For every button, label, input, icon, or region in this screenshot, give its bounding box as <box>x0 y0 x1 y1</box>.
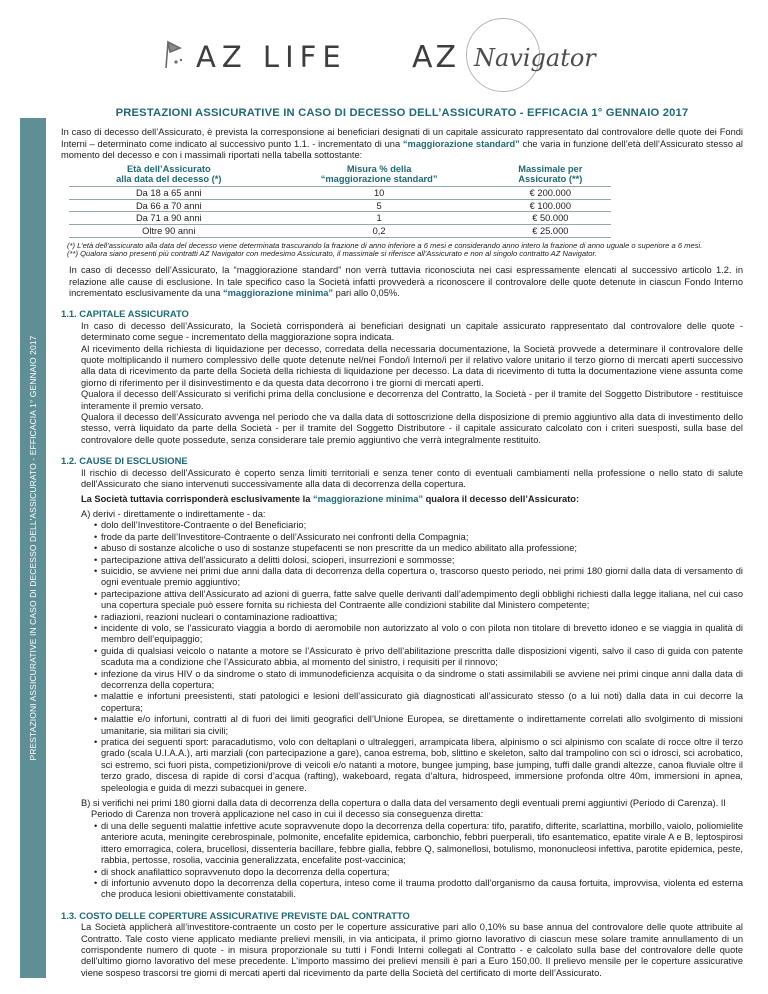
list-item: • partecipazione attiva dell’Assicurato ad azioni di guerra, fatte salve quelle derivanti dall’adempimento degli obblighi richiesti dalla legge italiana, nel cui caso una copertura speciale può essere fornita su richiesta del Contraente alle condizioni stabilite dal Ministero competente; <box>94 588 743 611</box>
list-item: • radiazioni, reazioni nucleari o contaminazione radioattiva; <box>94 611 338 622</box>
brand-az-navigator <box>412 18 596 94</box>
table-row <box>69 212 611 225</box>
table-cell: 10 <box>269 187 490 200</box>
table-cell: 0,2 <box>269 225 490 238</box>
table-row <box>69 187 611 200</box>
table-cell: Da 66 a 70 anni <box>69 199 269 212</box>
table-footnotes <box>67 242 743 260</box>
list-item: • infezione da virus HIV o da sindrome o stato di immunodeficienza acquisita o da sindrome o stati assimilabili se avviene nei primi cinque anni dalla data di decorrenza della copertura; <box>94 668 743 690</box>
list-item: • incidente di volo, se l’assicurato viaggia a bordo di aeromobile non autorizzato al volo o con pilota non titolare di brevetto idoneo e se viaggia in qualità di membro dell’equipaggio; <box>94 622 743 645</box>
list-item: • di infortunio avvenuto dopo la decorrenza della copertura, inteso come il trauma prodotto dall’organismo da causa fortuita, improvvisa, violenta ed esterna che produca lesioni obiettivamente constatabili. <box>94 877 743 900</box>
brand-az-navigator-az: AZ <box>412 40 460 75</box>
section-paragraph: Il rischio di decesso dell’Assicurato è coperto senza limiti territoriali e senza tener conto di eventuali cambiamenti nella professione o nello stato di salute dell’Assicurato che siano intervenuti successivamente alla data di decorrenza della copertura. <box>81 467 743 490</box>
table-cell: 5 <box>269 199 490 212</box>
exclusion-a-list <box>81 520 743 794</box>
table-cell: Oltre 90 anni <box>69 225 269 238</box>
section-paragraph: In caso di decesso dell’Assicurato, la Società corrisponderà ai beneficiari designati un capitale assicurato rappresentato dal controvalore delle quote - determinato come segue - incrementato della maggiorazione sopra indicata. <box>81 320 743 343</box>
table-cell: 1 <box>269 212 490 225</box>
list-item: • malattie e/o infortuni, contratti al di fuori dei limiti geografici dell’Unione Europea, se direttamente o indirettamente correlati allo svolgimento di missioni umanitarie, sia militari sia civili; <box>94 714 743 736</box>
table-row <box>69 199 611 212</box>
page-title: PRESTAZIONI ASSICURATIVE IN CASO DI DECESSO DELL’ASSICURATO - EFFICACIA 1° GENNAIO 2017 <box>115 107 689 119</box>
table-cell: Da 18 a 65 anni <box>69 187 269 200</box>
azlife-logo-icon <box>160 38 188 74</box>
table-header-misura: Misura % della “maggiorazione standard” <box>320 163 438 185</box>
list-item: • dolo dell’Investitore-Contraente o del Beneficiario; <box>94 520 307 531</box>
list-item: • partecipazione attiva dell’assicurato a delitti dolosi, scioperi, insurrezioni e sommosse; <box>94 554 455 565</box>
list-item: • di una delle seguenti malattie infettive acute sopravvenute dopo la decorrenza della copertura: tifo, paratifo, difterite, scarlattina, morbillo, vaiolo, poliomielite anteriore acuta, meningite cerebrospinale, polmonite, encefalite epidemica, carbonchio, febbri puerperali, tifo esantematico, epatite virale A e B, leptospirosi ittero emorragica, colera, brucellosi, dissenteria bacillare, febbre gialla, febbre Q, salmonellosi, botulismo, mononucleosi infettiva, parotite epidemica, peste, rabbia, pertosse, rosolia, vaccinia generalizzata, encefalite post-vaccinica; <box>94 820 743 866</box>
list-item: • frode da parte dell’Investitore-Contraente o dell’Assicurato nei confronti della Compagnia; <box>94 531 469 542</box>
section-paragraph: La Società applicherà all’investitore-contraente un costo per le coperture assicurative pari allo 0,10% su base annua del controvalore delle quote attribuite al Contratto. Tale costo viene applicato mediante prelievi mensili, in via anticipata, il primo giorno lavorativo di ciascun mese solare tramite annullamento di un corrispondente numero di quote - in misura proporzionale su tutti i Fondi Interni collegati al Contratto - e calcolato sulla base del controvalore delle quote dell’ultimo giorno lavorativo del mese precedente. L’importo massimo dei prelievi mensili è pari a Euro 150,00. Il prelievo mensile per le coperture assicurative viene sospeso trascorsi tre giorni di mercati aperti dal ricevimento da parte della Società del certificato di morte dell’Assicurato. <box>81 922 743 978</box>
table-row <box>69 225 611 238</box>
minimum-increase-paragraph: In caso di decesso dell’Assicurato, la “maggiorazione standard” non verrà tuttavia riconosciuta nei casi espressamente elencati al successivo articolo 1.2. in relazione alle cause di esclusione. In tale specifico caso la Società infatti provvederà a riconoscere il controvalore delle quote detenute in ciascun Fondo Interno incrementato esclusivamente da una “maggiorazione minima” pari allo 0,05%. <box>69 265 743 298</box>
table-cell: € 200.000 <box>490 187 611 200</box>
brand-az-navigator-script: Navigator <box>474 44 596 72</box>
footnote: (*) L’età dell’assicurato alla data del decesso viene determinata trascurando la frazione di anno inferiore a 6 mesi e considerando anno intero la frazione di anno uguale o superiore a 6 mesi. <box>67 240 703 250</box>
brand-az-life: AZ LIFE <box>196 40 347 74</box>
exclusion-a-label: A) derivi - direttamente o indirettamente - da: <box>81 508 266 519</box>
header <box>0 0 768 100</box>
section-paragraph: Qualora il decesso dell’Assicurato si verifichi prima della conclusione e decorrenza del Contratto, la Società - per il tramite del Soggetto Distributore - restituisce interamente il premio versato. <box>81 389 743 411</box>
table-cell: € 100.000 <box>490 199 611 212</box>
exclusion-b-label: B) si verifichi nei primi 180 giorni dalla data di decorrenza della copertura o dalla data del versamento degli eventuali premi aggiuntivi (Periodo di Carenza). Il Periodo di Carenza non troverà applicazione nel caso in cui il decesso sia conseguenza diretta: <box>81 798 726 820</box>
table-header-eta: Età dell’Assicurato alla data del decesso (*) <box>116 163 222 185</box>
section-paragraph: Al ricevimento della richiesta di liquidazione per decesso, corredata della necessaria documentazione, la Società provvede a determinare il controvalore delle quote moltiplicando il numero complessivo delle quote detenute nel/nei Fondo/i Interno/i per il relativo valore unitario il terzo giorno di mercati aperti successivo alla data di ricevimento da parte della Società della richiesta di liquidazione per decesso. La data di ricevimento di tutta la documentazione viene assunta come giorno di riferimento per il disinvestimento e da questa data decorrono i tre giorni di mercati aperti. <box>81 343 743 388</box>
table-header-massimale: Massimale per Assicurato (**) <box>518 163 583 185</box>
sidebar-vertical-title: PRESTAZIONI ASSICURATIVE IN CASO DI DECESSO DELL'ASSICURATO - EFFICACIA 1° GENNAIO 2017 <box>28 335 38 761</box>
exclusion-lead: La Società tuttavia corrisponderà esclusivamente la “maggiorazione minima” qualora il decesso dell’Assicurato: <box>81 493 580 504</box>
section-1-2-body <box>61 468 743 901</box>
section-heading-1-3: 1.3. COSTO DELLE COPERTURE ASSICURATIVE PREVISTE DAL CONTRATTO <box>61 909 410 921</box>
section-heading-1-1: 1.1. CAPITALE ASSICURATO <box>61 308 189 320</box>
list-item: • guida di qualsiasi veicolo o natante a motore se l’Assicurato è privo dell’abilitazione prescritta dalle disposizioni vigenti, salvo il caso di guida con patente scaduta ma a condizione che l’Assicurato abbia, al momento del sinistro, i requisiti per il rinnovo; <box>94 645 743 668</box>
section-heading-1-2: 1.2. CAUSE DI ESCLUSIONE <box>61 455 188 467</box>
table-header-row <box>69 164 611 187</box>
document-body <box>61 100 743 979</box>
table-cell: Da 71 a 90 anni <box>69 212 269 225</box>
table-cell: € 25.000 <box>490 225 611 238</box>
section-paragraph: Qualora il decesso dell’Assicurato avvenga nel periodo che va dalla data di sottoscrizione della disposizione di premio aggiuntivo alla data di investimento dello stesso, verrà liquidato da parte della Società - per il tramite del Soggetto Distributore - il capitale assicurato calcolato con i criteri suesposti, sulla base del controvalore delle quote possedute, senza considerare tale premio aggiuntivo che verrà integralmente restituito. <box>81 412 743 445</box>
list-item: • di shock anafilattico sopravvenuto dopo la decorrenza della copertura; <box>94 866 390 877</box>
maggiorazione-table <box>69 164 611 238</box>
list-item: • suicidio, se avviene nei primi due anni dalla data di decorrenza della copertura o, trascorso questo periodo, nei primi 180 giorni dalla data di versamento di ogni eventuale premio aggiuntivo; <box>94 565 743 588</box>
section-1-1-body <box>61 321 743 446</box>
intro-paragraph: In caso di decesso dell’Assicurato, è prevista la corresponsione ai beneficiari designati di un capitale assicurato rappresentato dal controvalore delle quote dei Fondi Interni – determinato come indicato al successivo punto 1.1. - incrementato di una “maggiorazione standard” che varia in funzione dell’età dell’Assicurato stesso al momento del decesso e con i massimali riportati nella tabella sottostante: <box>61 127 743 161</box>
table-cell: € 50.000 <box>490 212 611 225</box>
list-item: • malattie e infortuni preesistenti, stati patologici e lesioni dell’assicurato già diagnosticati all’assicurato stesso (o a lui noti) dalla data in cui decorre la copertura; <box>94 691 743 713</box>
footnote: (**) Qualora siano presenti più contratti AZ Navigator con medesimo Assicurato, il massimale si riferisce all’Assicurato e non al singolo contratto AZ Navigator. <box>67 249 597 259</box>
list-item: • pratica dei seguenti sport: paracadutismo, volo con deltaplani o ultraleggeri, arrampicata libera, alpinismo o sci alpinismo con scalate di rocce oltre il terzo grado (scala U.I.A.A.), arti marziali (con partecipazione a gare), canoa estrema, bob, slittino e skeleton, salto dal trampolino con sci o idrosci, sci acrobatico, sci estremo, sci fuori pista, competizioni/prove di veicoli e/o natanti a motore, bungee jumping, base jumping, tuffi dalle grandi altezze, canoa fluviale oltre il terzo grado, discesa di rapide di corsi d’acqua (rafting), wakeboard, regata d’altura, hidrospeed, immersione profonda oltre 40m, immersioni in apnea, speleologia e guida di mezzi subacquei in genere. <box>94 737 743 793</box>
exclusion-b-list <box>81 821 743 901</box>
list-item: • abuso di sostanze alcoliche o uso di sostanze stupefacenti se non prescritte da un medico abilitato alla professione; <box>94 543 577 554</box>
section-1-3-body <box>61 922 743 979</box>
